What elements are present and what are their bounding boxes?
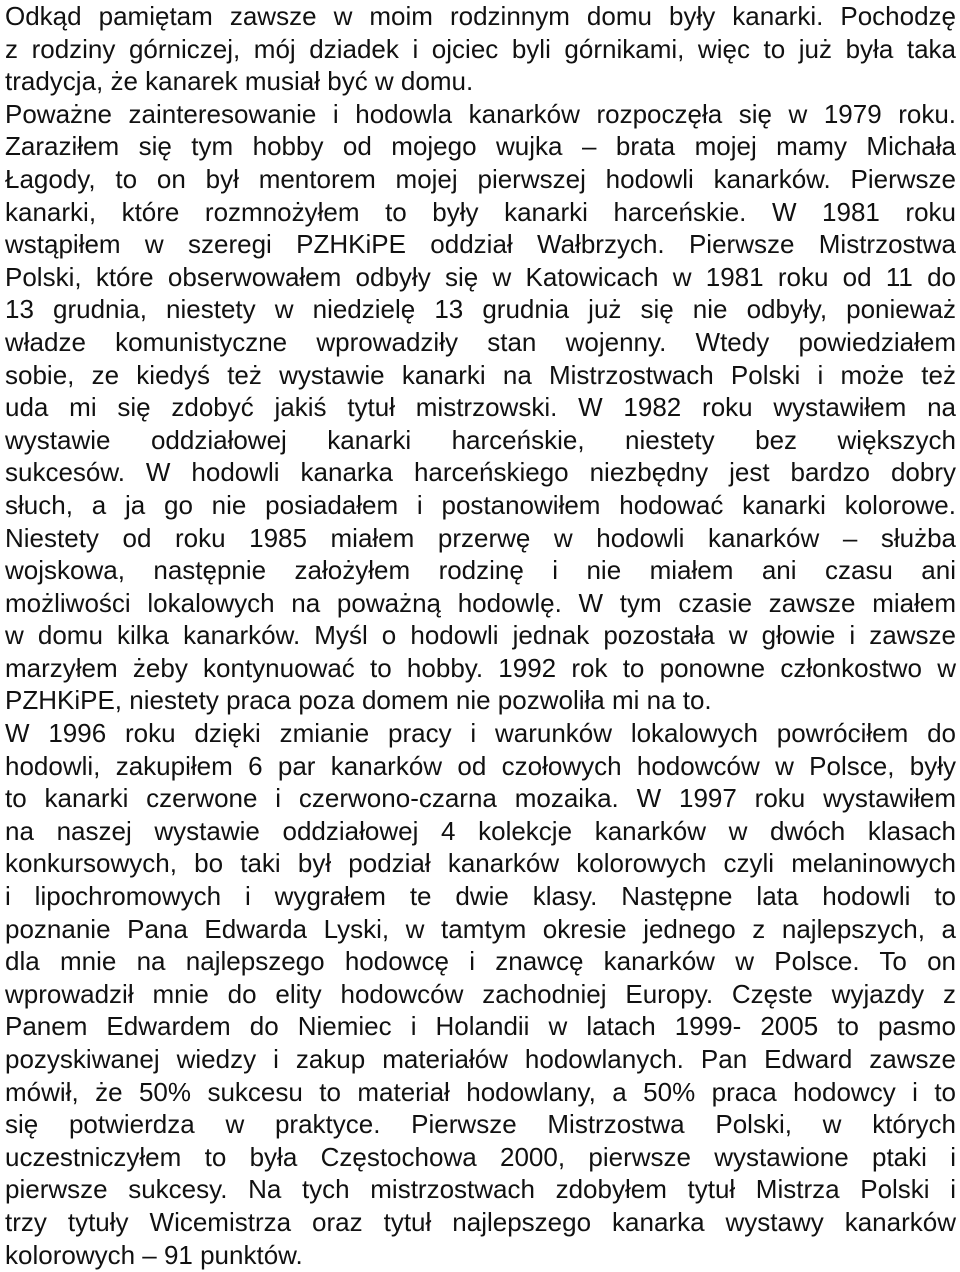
text-line: i lipochromowych i wygrałem te dwie klasy. Następne lata hodowli to (5, 881, 956, 912)
text-line: Poważne zainteresowanie i hodowla kanarków rozpoczęła się w 1979 roku. (5, 98, 956, 129)
paragraph-intro (5, 0, 956, 98)
text-line: Panem Edwardem do Niemiec i Holandii w latach 1999- 2005 to pasmo (5, 1011, 956, 1042)
text-line: marzyłem żeby kontynuować to hobby. 1992 rok to ponowne członkostwo w (5, 652, 956, 683)
text-line: wojskowa, następnie założyłem rodzinę i nie miałem ani czasu ani (5, 555, 956, 586)
text-line: kanarki, które rozmnożyłem to były kanarki harceńskie. W 1981 roku (5, 196, 956, 227)
text-line: konkursowych, bo taki był podział kanarków kolorowych czyli melaninowych (5, 848, 956, 879)
text-line: PZHKiPE, niestety praca poza domem nie pozwoliła mi na to. (5, 685, 712, 716)
text-line: 13 grudnia, niestety w niedzielę 13 grudnia już się nie odbyły, ponieważ (5, 294, 956, 325)
text-line: W 1996 roku dzięki zmianie pracy i warunków lokalowych powróciłem do (5, 718, 956, 749)
text-line: sobie, ze kiedyś też wystawie kanarki na Mistrzostwach Polski i może też (5, 359, 956, 390)
text-line: Łagody, to on był mentorem mojej pierwszej hodowli kanarków. Pierwsze (5, 163, 956, 194)
text-line: tradycja, że kanarek musiał być w domu. (5, 66, 474, 97)
text-line: sukcesów. W hodowli kanarka harceńskiego niezbędny jest bardzo dobry (5, 457, 956, 488)
text-line: dla mnie na najlepszego hodowcę i znawcę kanarków w Polsce. To on (5, 946, 956, 977)
text-line: w domu kilka kanarków. Myśl o hodowli jednak pozostała w głowie i zawsze (5, 620, 956, 651)
text-line: poznanie Pana Edwarda Lyski, w tamtym okresie jednego z najlepszych, a (5, 913, 956, 944)
text-line: władze komunistyczne wprowadziły stan wojenny. Wtedy powiedziałem (5, 326, 956, 357)
text-line: Zaraziłem się tym hobby od mojego wujka – brata mojej mamy Michała (5, 131, 956, 162)
text-line: trzy tytuły Wicemistrza oraz tytuł najlepszego kanarka wystawy kanarków (5, 1206, 956, 1237)
text-line: mówił, że 50% sukcesu to materiał hodowlany, a 50% praca hodowcy i to (5, 1076, 956, 1107)
text-line: uczestniczyłem to była Częstochowa 2000, pierwsze wystawione ptaki i (5, 1141, 956, 1172)
text-line: to kanarki czerwone i czerwono-czarna mozaika. W 1997 roku wystawiłem (5, 783, 956, 814)
paragraph-return (5, 717, 956, 1271)
text-line: kolorowych – 91 punktów. (5, 1239, 303, 1270)
text-line: się potwierdza w praktyce. Pierwsze Mistrzostwa Polski, w których (5, 1109, 956, 1140)
text-line: możliwości lokalowych na poważną hodowlę. W tym czasie zawsze miałem (5, 587, 956, 618)
text-line: słuch, a ja go nie posiadałem i postanowiłem hodować kanarki kolorowe. (5, 489, 956, 520)
text-line: pozyskiwanej wiedzy i zakup materiałów hodowlanych. Pan Edward zawsze (5, 1044, 956, 1074)
text-line: wystawie oddziałowej kanarki harceńskie, niestety bez większych (5, 424, 956, 455)
text-line: wstąpiłem w szeregi PZHKiPE oddział Wałbrzych. Pierwsze Mistrzostwa (5, 229, 956, 260)
text-line: pierwsze sukcesy. Na tych mistrzostwach zdobyłem tytuł Mistrza Polski i (5, 1174, 956, 1205)
paragraph-history (5, 98, 956, 717)
text-line: hodowli, zakupiłem 6 par kanarków od czołowych hodowców w Polsce, były (5, 750, 956, 781)
text-line: uda mi się zdobyć jakiś tytuł mistrzowski. W 1982 roku wystawiłem na (5, 392, 956, 423)
text-line: na naszej wystawie oddziałowej 4 kolekcje kanarków w dwóch klasach (5, 815, 956, 846)
text-line: wprowadził mnie do elity hodowców zachodniej Europy. Częste wyjazdy z (5, 978, 956, 1009)
text-line: Odkąd pamiętam zawsze w moim rodzinnym domu były kanarki. Pochodzę (5, 1, 956, 31)
text-line: z rodziny górniczej, mój dziadek i ojciec byli górnikami, więc to już była taka (5, 33, 956, 64)
text-line: Niestety od roku 1985 miałem przerwę w hodowli kanarków – służba (5, 522, 956, 553)
text-line: Polski, które obserwowałem odbyły się w Katowicach w 1981 roku od 11 do (5, 261, 956, 292)
